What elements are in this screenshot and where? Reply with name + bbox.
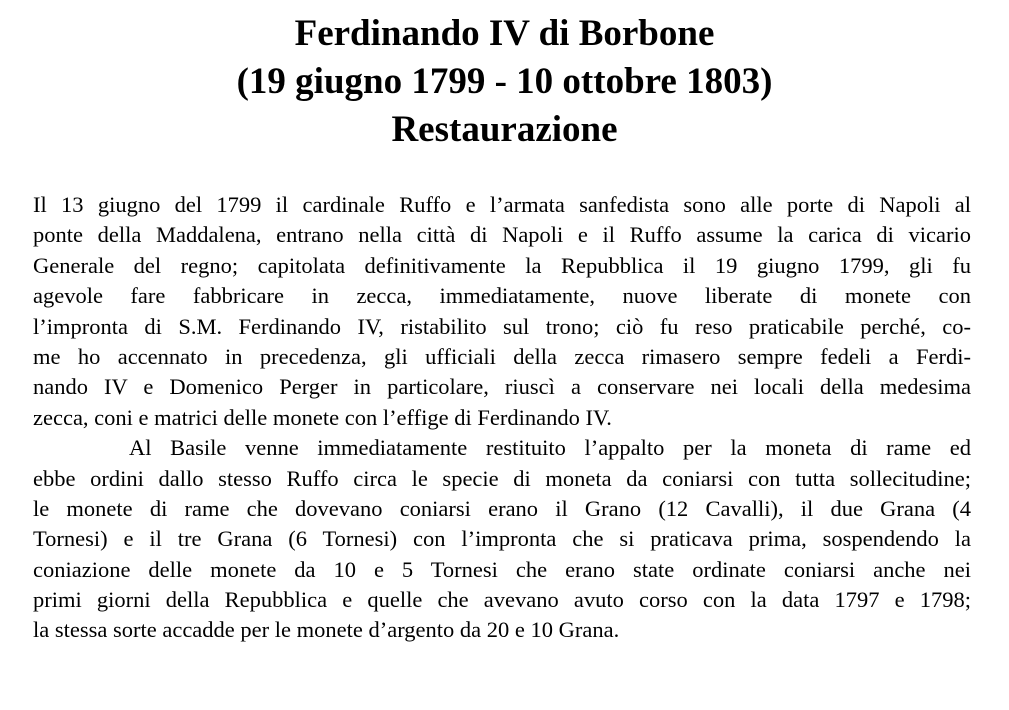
- title-line-subtitle: Restaurazione: [391, 109, 618, 150]
- paragraph-line: primi giorni della Repubblica e quelle che avevano avuto corso con la data 1797 e 1798;: [33, 587, 971, 613]
- paragraph-line: nando IV e Domenico Perger in particolare, riuscì a conservare nei locali della medesima: [33, 374, 971, 400]
- document-body: [33, 190, 971, 646]
- paragraph-line: zecca, coni e matrici delle monete con l’effige di Ferdinando IV.: [33, 404, 612, 430]
- paragraph-line: ponte della Maddalena, entrano nella città di Napoli e il Ruffo assume la carica di vicario: [33, 222, 971, 248]
- paragraph-line: l’impronta di S.M. Ferdinando IV, ristabilito sul trono; ciò fu reso praticabile perché, co-: [33, 313, 971, 339]
- paragraph-line: ebbe ordini dallo stesso Ruffo circa le specie di moneta da coniarsi con tutta sollecitudine;: [33, 465, 971, 491]
- document-title: [0, 10, 1009, 154]
- paragraph-line: coniazione delle monete da 10 e 5 Tornesi che erano state ordinate coniarsi anche nei: [33, 556, 971, 582]
- paragraph-2: [33, 433, 971, 646]
- paragraph-line: Generale del regno; capitolata definitivamente la Repubblica il 19 giugno 1799, gli fu: [33, 252, 971, 278]
- paragraph-line: la stessa sorte accadde per le monete d’argento da 20 e 10 Grana.: [33, 617, 620, 643]
- paragraph-line: agevole fare fabbricare in zecca, immediatamente, nuove liberate di monete con: [33, 283, 971, 309]
- paragraph-line: le monete di rame che dovevano coniarsi erano il Grano (12 Cavalli), il due Grana (4: [33, 495, 971, 521]
- paragraph-line: me ho accennato in precedenza, gli ufficiali della zecca rimasero sempre fedeli a Ferdi-: [33, 343, 971, 369]
- paragraph-line: Al Basile venne immediatamente restituito l’appalto per la moneta di rame ed: [129, 435, 971, 461]
- paragraph-line: Il 13 giugno del 1799 il cardinale Ruffo e l’armata sanfedista sono alle porte di Napoli al: [33, 192, 971, 217]
- paragraph-1: [33, 190, 971, 433]
- title-line-ruler: Ferdinando IV di Borbone: [294, 13, 715, 54]
- paragraph-line: Tornesi) e il tre Grana (6 Tornesi) con l’impronta che si praticava prima, sospendendo la: [33, 526, 971, 552]
- title-line-dates: (19 giugno 1799 - 10 ottobre 1803): [236, 61, 773, 102]
